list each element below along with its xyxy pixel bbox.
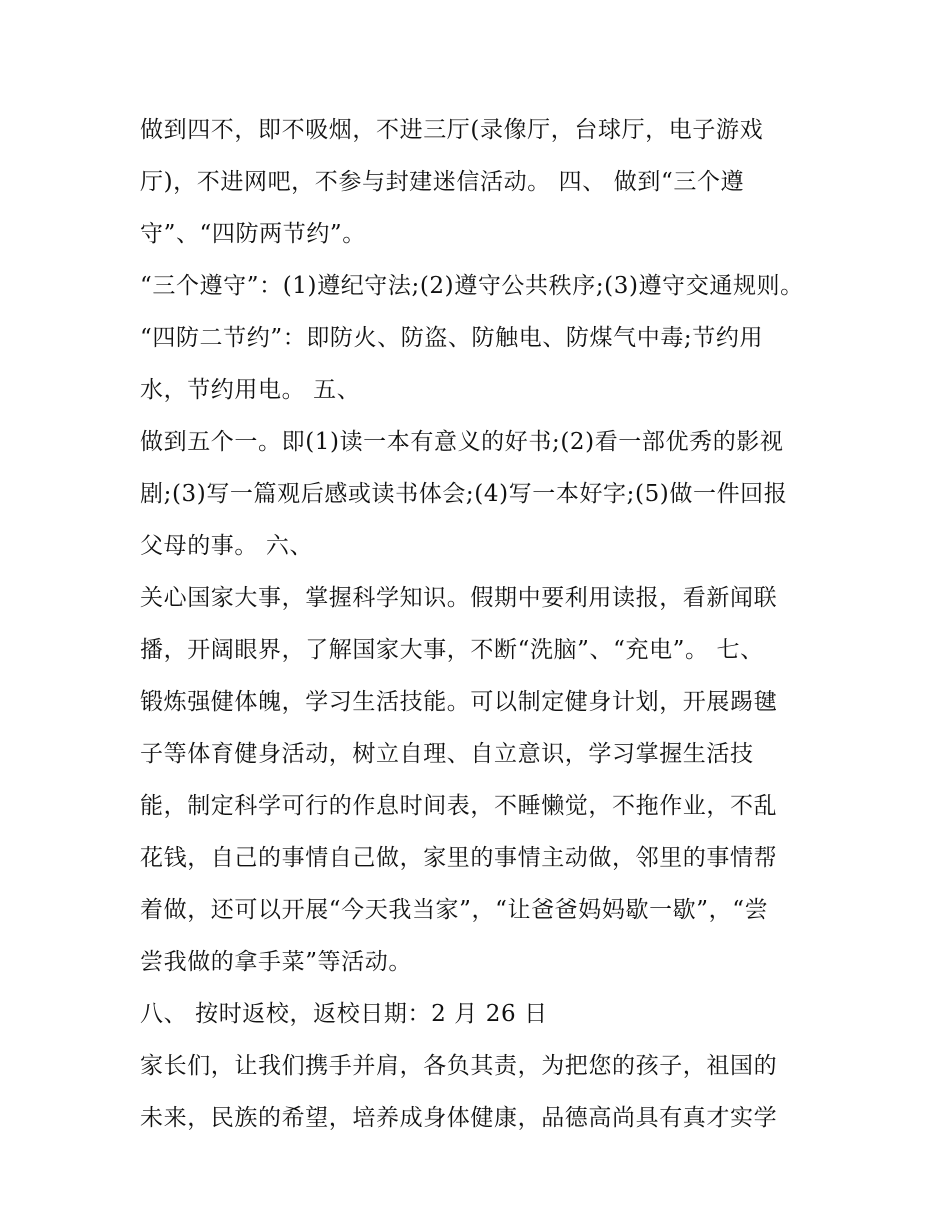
text-line: 未来，民族的希望，培养成身体健康，品德高尚具有真才实学 [140, 1105, 778, 1131]
text-line: 锻炼强健体魄，学习生活技能。可以制定健身计划，开展踢毽 [140, 689, 778, 715]
text-line: 子等体育健身活动，树立自理、自立意识，学习掌握生活技 [140, 741, 754, 767]
text-line: 尝我做的拿手菜”等活动。 [140, 949, 412, 975]
text-line: “三个遵守”：(1)遵纪守法;(2)遵守公共秩序;(3)遵守交通规则。 [140, 273, 804, 299]
body-text [140, 104, 820, 1144]
text-line: 八、 按时返校，返校日期：2 月 26 日 [140, 1001, 548, 1027]
text-line: 关心国家大事，掌握科学知识。假期中要利用读报，看新闻联 [140, 585, 778, 611]
text-line: 水，节约用电。 五、 [140, 377, 361, 403]
text-line: “四防二节约”：即防火、防盗、防触电、防煤气中毒;节约用 [140, 325, 764, 351]
text-line: 厅)，不进网吧，不参与封建迷信活动。 四、 做到“三个遵 [140, 169, 745, 195]
text-line: 守”、“四防两节约”。 [140, 221, 366, 247]
text-line: 做到五个一。即(1)读一本有意义的好书;(2)看一部优秀的影视 [140, 429, 784, 455]
text-line: 花钱，自己的事情自己做，家里的事情主动做，邻里的事情帮 [140, 845, 778, 871]
text-line: 父母的事。 六、 [140, 533, 314, 559]
text-line: 着做，还可以开展“今天我当家”，“让爸爸妈妈歇一歇”，“尝 [140, 897, 769, 923]
text-line: 播，开阔眼界，了解国家大事，不断“洗脑”、“充电”。 七、 [140, 637, 764, 663]
text-line: 家长们，让我们携手并肩，各负其责，为把您的孩子，祖国的 [140, 1053, 778, 1079]
text-line: 剧;(3)写一篇观后感或读书体会;(4)写一本好字;(5)做一件回报 [140, 481, 788, 507]
text-line: 能，制定科学可行的作息时间表，不睡懒觉，不拖作业，不乱 [140, 793, 778, 819]
text-line: 做到四不，即不吸烟，不进三厅(录像厅，台球厅，电子游戏 [140, 117, 764, 143]
